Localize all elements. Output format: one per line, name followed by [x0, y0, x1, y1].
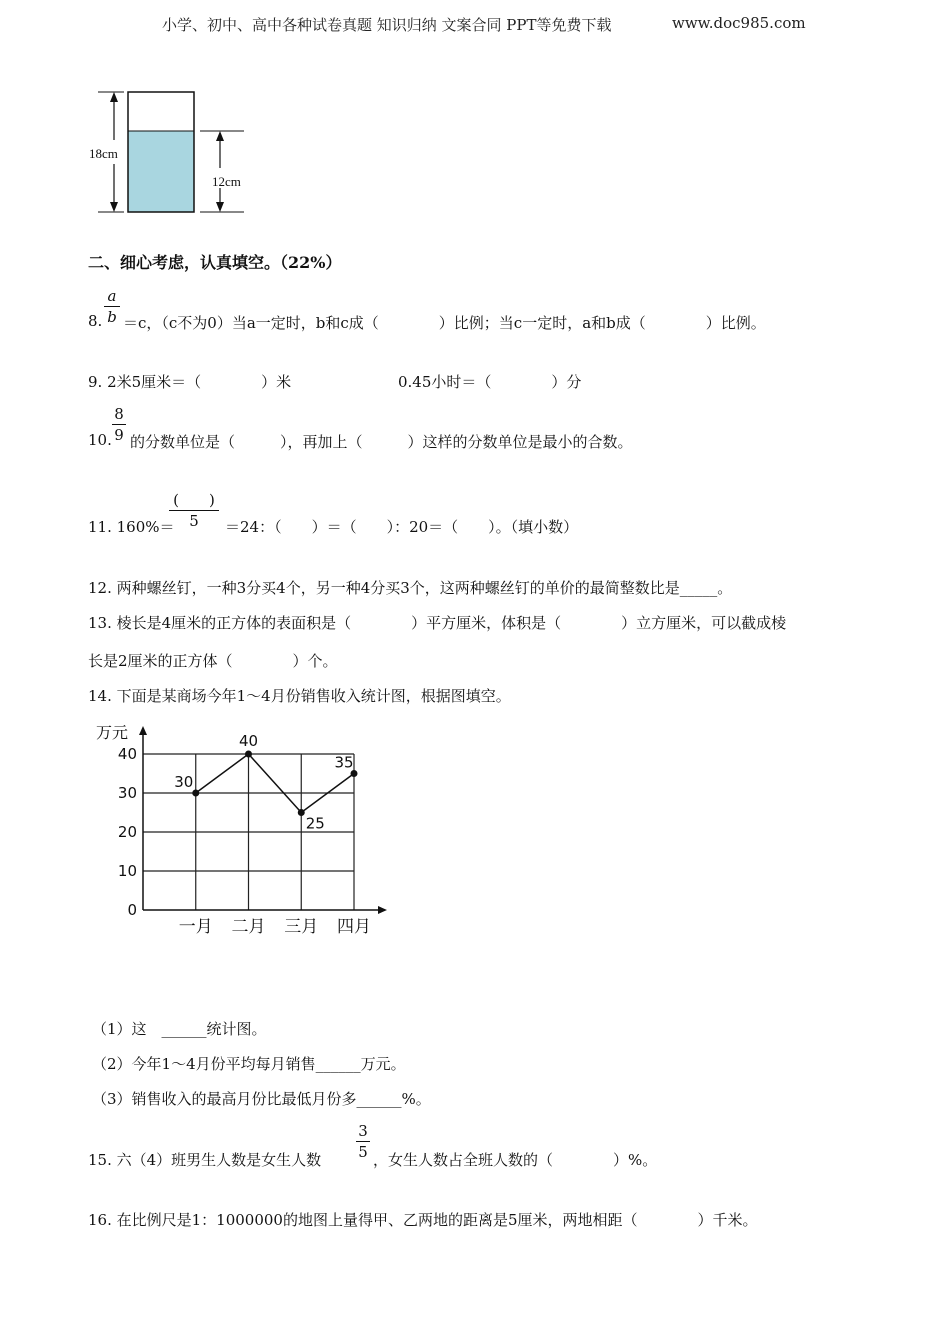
x-axis-arrow-icon [378, 906, 387, 914]
sales-line-chart [92, 718, 402, 948]
q14-sub3: （3）销售收入的最高月份比最低月份多______%。 [92, 1090, 431, 1108]
chart-ticks [118, 745, 371, 937]
q14-sub2: （2）今年1～4月份平均每月销售______万元。 [92, 1055, 406, 1073]
fraction-denominator: b [107, 308, 117, 326]
q13-line1: 13. 棱长是4厘米的正方体的表面积是（ ）平方厘米，体积是（ ）立方厘米，可以截成棱 [88, 614, 787, 632]
y-tick-label: 0 [127, 901, 137, 919]
q8-number: 8. [88, 312, 103, 330]
fraction-denominator: 5 [358, 1143, 368, 1161]
fraction-numerator: ( ) [173, 491, 215, 509]
total-height-label: 18cm [89, 146, 118, 161]
y-tick-label: 30 [117, 784, 137, 802]
q11-text: ＝24：（ ）＝（ ）：20＝（ ）。（填小数） [225, 518, 579, 536]
fraction-denominator: 9 [114, 426, 124, 444]
q8-fraction [104, 287, 120, 326]
data-point [192, 790, 199, 797]
q16-text: 16. 在比例尺是1：1000000的地图上量得甲、乙两地的距离是5厘米，两地相距（ ）千米。 [88, 1211, 758, 1229]
q11-fraction [169, 491, 219, 530]
q9-part2: 0.45小时＝（ ）分 [398, 373, 582, 391]
q14-intro: 14. 下面是某商场今年1～4月份销售收入统计图，根据图填空。 [88, 687, 511, 705]
data-point [298, 809, 305, 816]
q11-number: 11. 160%＝ [88, 518, 175, 536]
arrow-down-icon [110, 202, 118, 212]
y-axis-arrow-icon [139, 726, 147, 735]
chart-series [174, 732, 357, 833]
cylinder-figure [88, 88, 258, 218]
arrow-up-icon [216, 131, 224, 141]
y-tick-label: 10 [117, 862, 137, 880]
y-axis-label: 万元 [96, 723, 129, 742]
fraction-denominator: 5 [189, 512, 199, 530]
data-label: 25 [305, 814, 325, 833]
q12-text: 12. 两种螺丝钉，一种3分买4个，另一种4分买3个，这两种螺丝钉的单价的最简整数比是_____。 [88, 579, 733, 597]
fraction-numerator: 8 [114, 405, 124, 423]
q15-post: ，女生人数占全班人数的（ ）%。 [373, 1151, 658, 1169]
q10-number: 10. [88, 431, 112, 449]
q10-text: 的分数单位是（ ），再加上（ ）这样的分数单位是最小的合数。 [130, 433, 633, 451]
data-label: 40 [238, 732, 259, 750]
data-label: 35 [334, 753, 354, 772]
header-banner: 小学、初中、高中各种试卷真题 知识归纳 文案合同 PPT等免费下载 [162, 16, 612, 34]
x-tick-label: 四月 [337, 917, 371, 937]
fraction-numerator: a [107, 287, 117, 305]
q8-text: ＝c，（c不为0）当a一定时，b和c成（ ）比例；当c一定时，a和b成（ ）比例。 [123, 314, 766, 332]
series-line [196, 754, 354, 813]
q15-fraction [356, 1122, 370, 1161]
arrow-down-icon [216, 202, 224, 212]
q9-part1: 9. 2米5厘米＝（ ）米 [88, 373, 292, 391]
fraction-numerator: 3 [358, 1122, 368, 1140]
data-point [245, 751, 252, 758]
x-tick-label: 二月 [231, 917, 266, 937]
y-tick-label: 40 [117, 745, 137, 763]
header-website: www.doc985.com [672, 14, 806, 32]
x-tick-label: 一月 [178, 917, 213, 937]
y-tick-label: 20 [117, 823, 137, 841]
arrow-up-icon [110, 92, 118, 102]
water-fill [128, 131, 194, 212]
data-label: 30 [174, 773, 194, 791]
q15-pre: 15. 六（4）班男生人数是女生人数 [88, 1151, 322, 1169]
q10-fraction [112, 405, 126, 444]
q14-sub1: （1）这 ______统计图。 [92, 1020, 267, 1038]
section-title: 二、细心考虑，认真填空。（22%） [88, 253, 342, 272]
water-height-label: 12cm [212, 174, 241, 189]
x-tick-label: 三月 [284, 917, 319, 937]
q13-line2: 长是2厘米的正方体（ ）个。 [88, 652, 338, 670]
